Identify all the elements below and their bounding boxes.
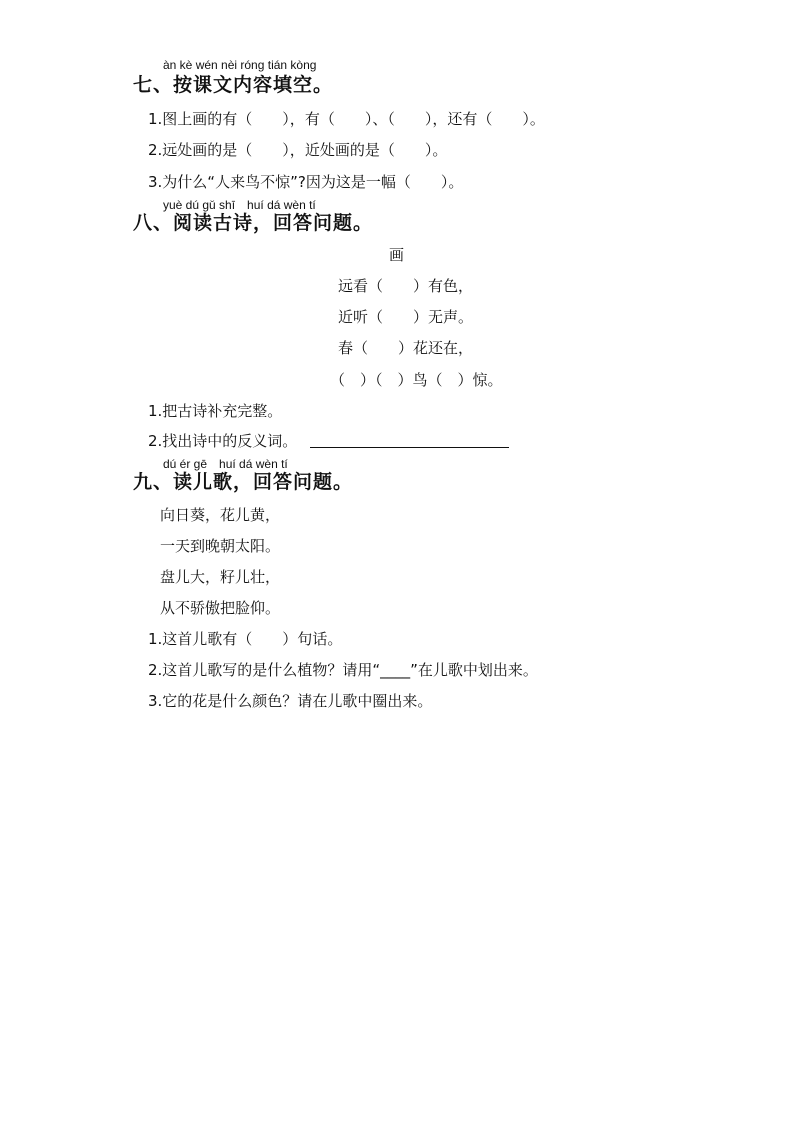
section7-item-3: 3.为什么“人来鸟不惊”?因为这是一幅（ ）。 xyxy=(148,173,464,191)
section9-item-1: 1.这首儿歌有（ ）句话。 xyxy=(148,630,343,648)
song-line-1: 向日葵，花儿黄， xyxy=(160,506,281,524)
poem-line-2: 近听（ ）无声。 xyxy=(338,308,474,326)
section8-item-2: 2.找出诗中的反义词。 xyxy=(148,432,298,450)
answer-blank-line[interactable] xyxy=(310,447,509,448)
section8-pinyin: yuè dú gǔ shī huí dá wèn tí xyxy=(163,198,316,212)
section9-item-3: 3.它的花是什么颜色？请在儿歌中圈出来。 xyxy=(148,692,433,710)
section7-pinyin: àn kè wén nèi róng tián kòng xyxy=(163,58,317,72)
poem-title: 画 xyxy=(389,246,405,264)
section9-item-2: 2.这首儿歌写的是什么植物？请用“____”在儿歌中划出来。 xyxy=(148,661,538,679)
song-line-2: 一天到晚朝太阳。 xyxy=(160,537,281,555)
section7-heading: 七、按课文内容填空。 xyxy=(133,74,334,96)
song-line-4: 从不骄傲把脸仰。 xyxy=(160,599,281,617)
section8-item-1: 1.把古诗补充完整。 xyxy=(148,402,283,420)
song-line-3: 盘儿大，籽儿壮， xyxy=(160,568,281,586)
section7-item-2: 2.远处画的是（ ），近处画的是（ ）。 xyxy=(148,141,448,159)
section9-heading: 九、读儿歌，回答问题。 xyxy=(133,471,354,493)
poem-line-3: 春（ ）花还在， xyxy=(338,339,474,357)
poem-line-4: （ ）（ ）鸟（ ）惊。 xyxy=(330,371,503,389)
poem-line-1: 远看（ ）有色， xyxy=(338,277,474,295)
section9-pinyin: dú ér gē huí dá wèn tí xyxy=(163,457,288,471)
section8-heading: 八、阅读古诗，回答问题。 xyxy=(133,212,374,234)
section7-item-1: 1.图上画的有（ ），有（ ）、（ ），还有（ ）。 xyxy=(148,110,545,128)
